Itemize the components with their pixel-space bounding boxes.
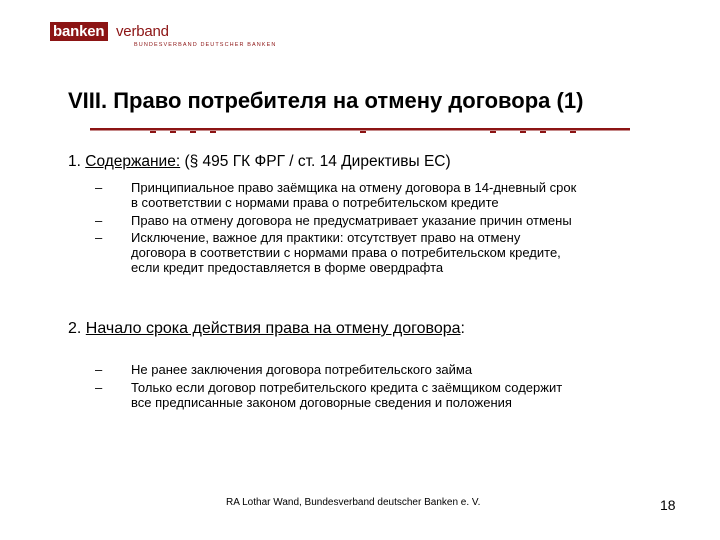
section-2-heading bbox=[68, 320, 465, 338]
list-item-text bbox=[131, 230, 691, 275]
section-1-rest: (§ 495 ГК ФРГ / ст. 14 Директивы ЕС) bbox=[180, 153, 451, 170]
list-item-line: Не ранее заключения договора потребительского займа bbox=[131, 362, 473, 377]
section-1-number: 1. bbox=[68, 153, 81, 170]
footer-author: RA Lothar Wand, Bundesverband deutscher Banken e. V. bbox=[226, 497, 481, 508]
list-item-line: Право на отмену договора не предусматривает указание причин отмены bbox=[131, 213, 572, 228]
logo-subtitle: BUNDESVERBAND DEUTSCHER BANKEN bbox=[134, 42, 277, 48]
title-underline bbox=[90, 126, 630, 136]
section-2-label: Начало срока действия права на отмену договора bbox=[85, 320, 461, 337]
section-1-label: Содержание: bbox=[85, 153, 181, 170]
list-dash: – bbox=[95, 230, 103, 245]
list-item-line: Исключение, важное для практики: отсутствует право на отмену bbox=[131, 230, 521, 245]
section-1-heading bbox=[68, 153, 451, 171]
bankenverband-logo bbox=[50, 22, 277, 48]
list-dash: – bbox=[95, 180, 103, 195]
list-item-line: договора в соответствии с нормами права о потребительском кредите, bbox=[131, 245, 561, 260]
list-item-line: Принципиальное право заёмщика на отмену договора в 14-дневный срок bbox=[131, 180, 577, 195]
list-dash: – bbox=[95, 362, 103, 377]
list-dash: – bbox=[95, 380, 103, 395]
list-item-text bbox=[131, 380, 691, 410]
slide-title: VIII. Право потребителя на отмену договора (1) bbox=[68, 88, 584, 113]
section-2-number: 2. bbox=[68, 320, 82, 337]
list-item-line: в соответствии с нормами права о потребительском кредите bbox=[131, 195, 499, 210]
section-2-rest: : bbox=[460, 320, 465, 337]
list-item-text bbox=[131, 213, 691, 228]
logo-text: verband bbox=[116, 23, 169, 40]
list-item-text bbox=[131, 362, 691, 377]
logo-highlight: banken bbox=[50, 22, 108, 41]
list-item-text bbox=[131, 180, 691, 210]
list-dash: – bbox=[95, 213, 103, 228]
list-item-line: Только если договор потребительского кредита с заёмщиком содержит bbox=[131, 380, 563, 395]
list-item-line: если кредит предоставляется в форме овердрафта bbox=[131, 260, 444, 275]
list-item-line: все предписанные законом договорные сведения и положения bbox=[131, 395, 512, 410]
page-number: 18 bbox=[660, 497, 676, 513]
